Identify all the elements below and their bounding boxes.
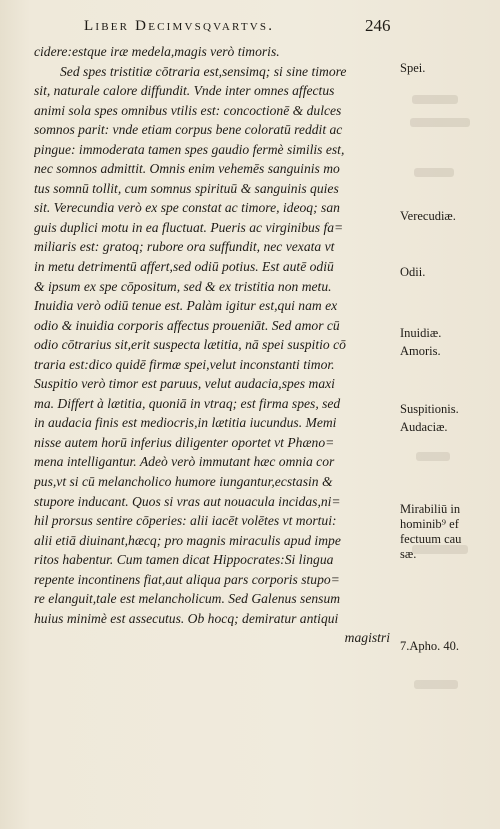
text-line: pus,vt si cū melancholico humore iungantur,ecstasin & (34, 474, 333, 490)
text-line: cidere:estque iræ medela,magis verò timoris. (34, 44, 280, 59)
text-line: tus somnū tollit, cum somnus spirituū & sanguinis quies (34, 180, 339, 196)
margin-note-amoris: Amoris. (400, 344, 441, 358)
text-line: stupore inducant. Quos si vras aut nouacula incidas,ni= (34, 493, 341, 509)
text-line: alii etiā diuinant,hæcq; pro magnis miraculis apud impe (34, 532, 341, 548)
text-line: in audacia finis est mediocris,in lætitia iucundus. Memi (34, 415, 337, 431)
text-line: nisse autem horū inferius diligenter oportet vt Phæno= (34, 434, 335, 450)
margin-note-odii: Odii. (400, 265, 426, 279)
margin-note-inuidiae: Inuidiæ. (400, 326, 442, 340)
catchword: magistri (344, 630, 390, 646)
text-line: mena intelligantur. Adeò verò immutant hæc omnia cor (34, 454, 335, 470)
text-line: miliaris est: gratoq; rubore ora suffundit, nec vexata vt (34, 239, 335, 255)
text-line: re elanguit,tale est melancholicum. Sed Galenus sensum (34, 591, 341, 607)
running-title: Liber Decimvsqvartvs. (84, 18, 275, 34)
text-line: odio & inuidia corporis affectus proueniāt. Sed amor cū (34, 317, 340, 333)
text-line: animi sola spes omnibus vtilis est: concoctionē & dulces (34, 102, 342, 118)
text-line: Suspitio verò timor est paruus, velut audacia,spes maxi (34, 376, 335, 392)
text-line: sit. Verecundia verò ex spe constat ac timore, ideoq; san (34, 200, 340, 216)
text-line: nec somnos admittit. Omnis enim vehemēs sanguinis mo (34, 161, 340, 177)
text-line: & ipsum ex spe cōpositum, sed & ex tristitia non metu. (34, 278, 332, 294)
text-line: odio cōtrarius sit,erit suspecta lætitia, nā spei suspitio cō (34, 337, 346, 353)
text-line: traria est:dico quidē firmæ spei,velut inconstanti timor. (34, 356, 335, 372)
text-line: Sed spes tristitiæ cōtraria est,sensimq; si sine timore (60, 63, 347, 79)
margin-note-aphorism: 7.Apho. 40. (400, 639, 460, 653)
text-line: ma. Differt à lætitia, quoniā in vtraq; est firma spes, sed (34, 395, 341, 411)
body-text (34, 42, 404, 648)
text-line: in metu detrimentū affert,sed odiū potius. Est autē odiū (34, 259, 334, 275)
margin-note-mirabilium: fectuum cau (400, 532, 462, 546)
margin-note-audaciae: Audaciæ. (400, 420, 448, 434)
text-line: huius minimè est assecutus. Ob hocq; demiratur antiqui (34, 610, 339, 626)
margin-note-verecundiae: Verecudiæ. (400, 209, 456, 223)
text-line: somnos parit: vnde etiam corpus bene coloratū reddit ac (34, 122, 343, 138)
text-line: repente incontinens fiat,aut aliqua pars corporis stupo= (34, 571, 340, 587)
margin-note-mirabilium: Mirabiliū in (400, 502, 461, 516)
text-line: sit, naturale calore diffundit. Vnde inter omnes affectus (34, 83, 335, 99)
text-line: guis duplici motu in ea fluctuat. Pueris ac virginibus fa= (34, 219, 344, 235)
margin-note-mirabilium: hominib⁹ ef (400, 517, 459, 531)
text-line: ritos habentur. Cum tamen dicat Hippocrates:Si lingua (34, 552, 334, 568)
margin-note-mirabilium: sæ. (400, 547, 417, 561)
page-number: 246 (365, 16, 391, 35)
text-line: Inuidia verò odiū tenue est. Palàm igitur est,qui nam ex (34, 298, 338, 314)
text-line: pingue: immoderata tamen spes gaudio fermè similis est, (34, 141, 345, 157)
margin-notes (400, 0, 500, 829)
margin-note-suspitionis: Suspitionis. (400, 402, 459, 416)
text-line: hil prorsus sentire cōperies: alii iacēt volētes vt mortui: (34, 513, 337, 529)
margin-note-spei: Spei. (400, 61, 426, 75)
